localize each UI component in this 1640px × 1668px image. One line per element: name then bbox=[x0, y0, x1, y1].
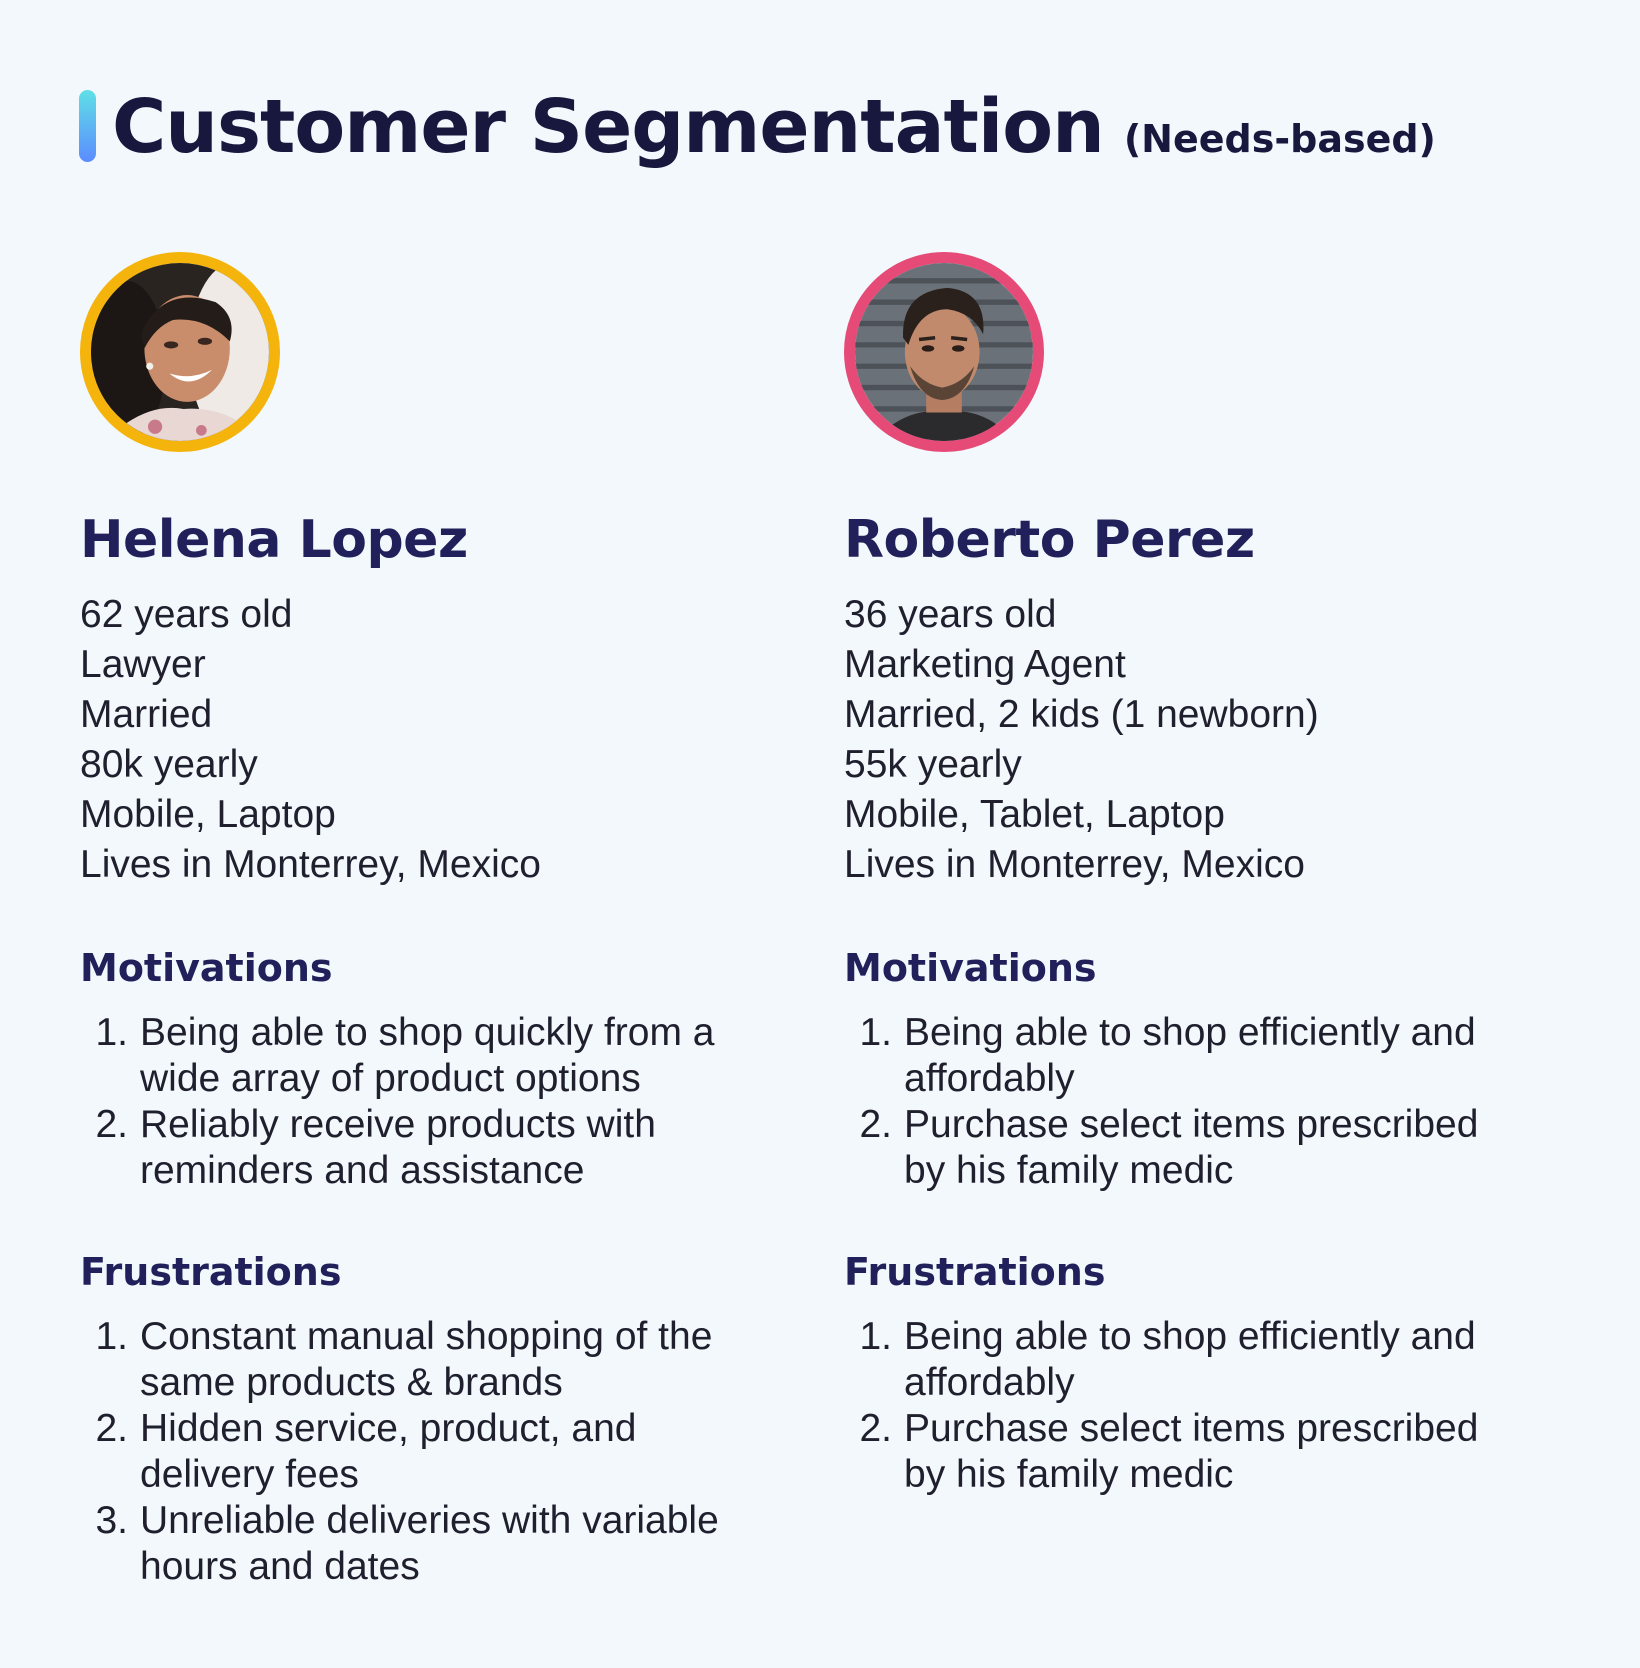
list-number: 2. bbox=[95, 1407, 128, 1450]
fact-income: 80k yearly bbox=[80, 743, 258, 786]
list-text: Being able to shop efficiently and affordably bbox=[904, 1011, 1476, 1100]
persona-card-helena bbox=[80, 252, 800, 1590]
list-text: Purchase select items prescribed by his family medic bbox=[904, 1103, 1479, 1192]
fact-occupation: Marketing Agent bbox=[844, 643, 1126, 686]
motivations-list bbox=[844, 1010, 1564, 1194]
fact-occupation: Lawyer bbox=[80, 643, 206, 686]
motivations-heading: Motivations bbox=[844, 946, 1097, 990]
avatar bbox=[80, 252, 280, 452]
woman-portrait-photo-icon bbox=[91, 263, 269, 441]
fact-devices: Mobile, Laptop bbox=[80, 793, 336, 836]
list-number: 2. bbox=[859, 1407, 892, 1450]
list-item bbox=[844, 1406, 1564, 1498]
list-item bbox=[80, 1406, 800, 1498]
list-item bbox=[844, 1314, 1564, 1406]
fact-marital-status: Married, 2 kids (1 newborn) bbox=[844, 693, 1319, 736]
frustrations-list bbox=[80, 1314, 800, 1590]
page-subtitle: (Needs-based) bbox=[1123, 117, 1436, 161]
avatar bbox=[844, 252, 1044, 452]
list-item bbox=[80, 1498, 800, 1590]
list-number: 1. bbox=[95, 1011, 128, 1054]
list-number: 3. bbox=[95, 1499, 128, 1542]
fact-devices: Mobile, Tablet, Laptop bbox=[844, 793, 1225, 836]
list-text: Constant manual shopping of the same products & brands bbox=[140, 1315, 713, 1404]
fact-age: 36 years old bbox=[844, 593, 1057, 636]
page-header bbox=[80, 84, 1436, 170]
motivations-heading: Motivations bbox=[80, 946, 333, 990]
list-item bbox=[844, 1010, 1564, 1102]
list-text: Reliably receive products with reminders and assistance bbox=[140, 1103, 656, 1192]
fact-age: 62 years old bbox=[80, 593, 293, 636]
persona-card-roberto bbox=[844, 252, 1564, 1498]
list-number: 1. bbox=[859, 1315, 892, 1358]
frustrations-heading: Frustrations bbox=[844, 1250, 1106, 1294]
page-title: Customer Segmentation bbox=[112, 84, 1104, 170]
fact-income: 55k yearly bbox=[844, 743, 1022, 786]
list-number: 2. bbox=[859, 1103, 892, 1146]
list-number: 1. bbox=[859, 1011, 892, 1054]
motivations-list bbox=[80, 1010, 800, 1194]
list-text: Purchase select items prescribed by his family medic bbox=[904, 1407, 1479, 1496]
list-item bbox=[80, 1102, 800, 1194]
list-text: Hidden service, product, and delivery fees bbox=[140, 1407, 637, 1496]
list-text: Being able to shop quickly from a wide array of product options bbox=[140, 1011, 715, 1100]
list-item bbox=[80, 1314, 800, 1406]
frustrations-list bbox=[844, 1314, 1564, 1498]
list-number: 1. bbox=[95, 1315, 128, 1358]
fact-marital-status: Married bbox=[80, 693, 213, 736]
list-text: Being able to shop efficiently and affordably bbox=[904, 1315, 1476, 1404]
persona-name: Helena Lopez bbox=[80, 510, 468, 570]
list-item bbox=[844, 1102, 1564, 1194]
list-item bbox=[80, 1010, 800, 1102]
list-number: 2. bbox=[95, 1103, 128, 1146]
fact-location: Lives in Monterrey, Mexico bbox=[80, 843, 541, 886]
persona-facts bbox=[80, 590, 800, 890]
persona-name: Roberto Perez bbox=[844, 510, 1255, 570]
persona-facts bbox=[844, 590, 1564, 890]
man-portrait-photo-icon bbox=[855, 263, 1033, 441]
frustrations-heading: Frustrations bbox=[80, 1250, 342, 1294]
fact-location: Lives in Monterrey, Mexico bbox=[844, 843, 1305, 886]
list-text: Unreliable deliveries with variable hours and dates bbox=[140, 1499, 719, 1588]
title-accent-bar bbox=[79, 90, 96, 162]
